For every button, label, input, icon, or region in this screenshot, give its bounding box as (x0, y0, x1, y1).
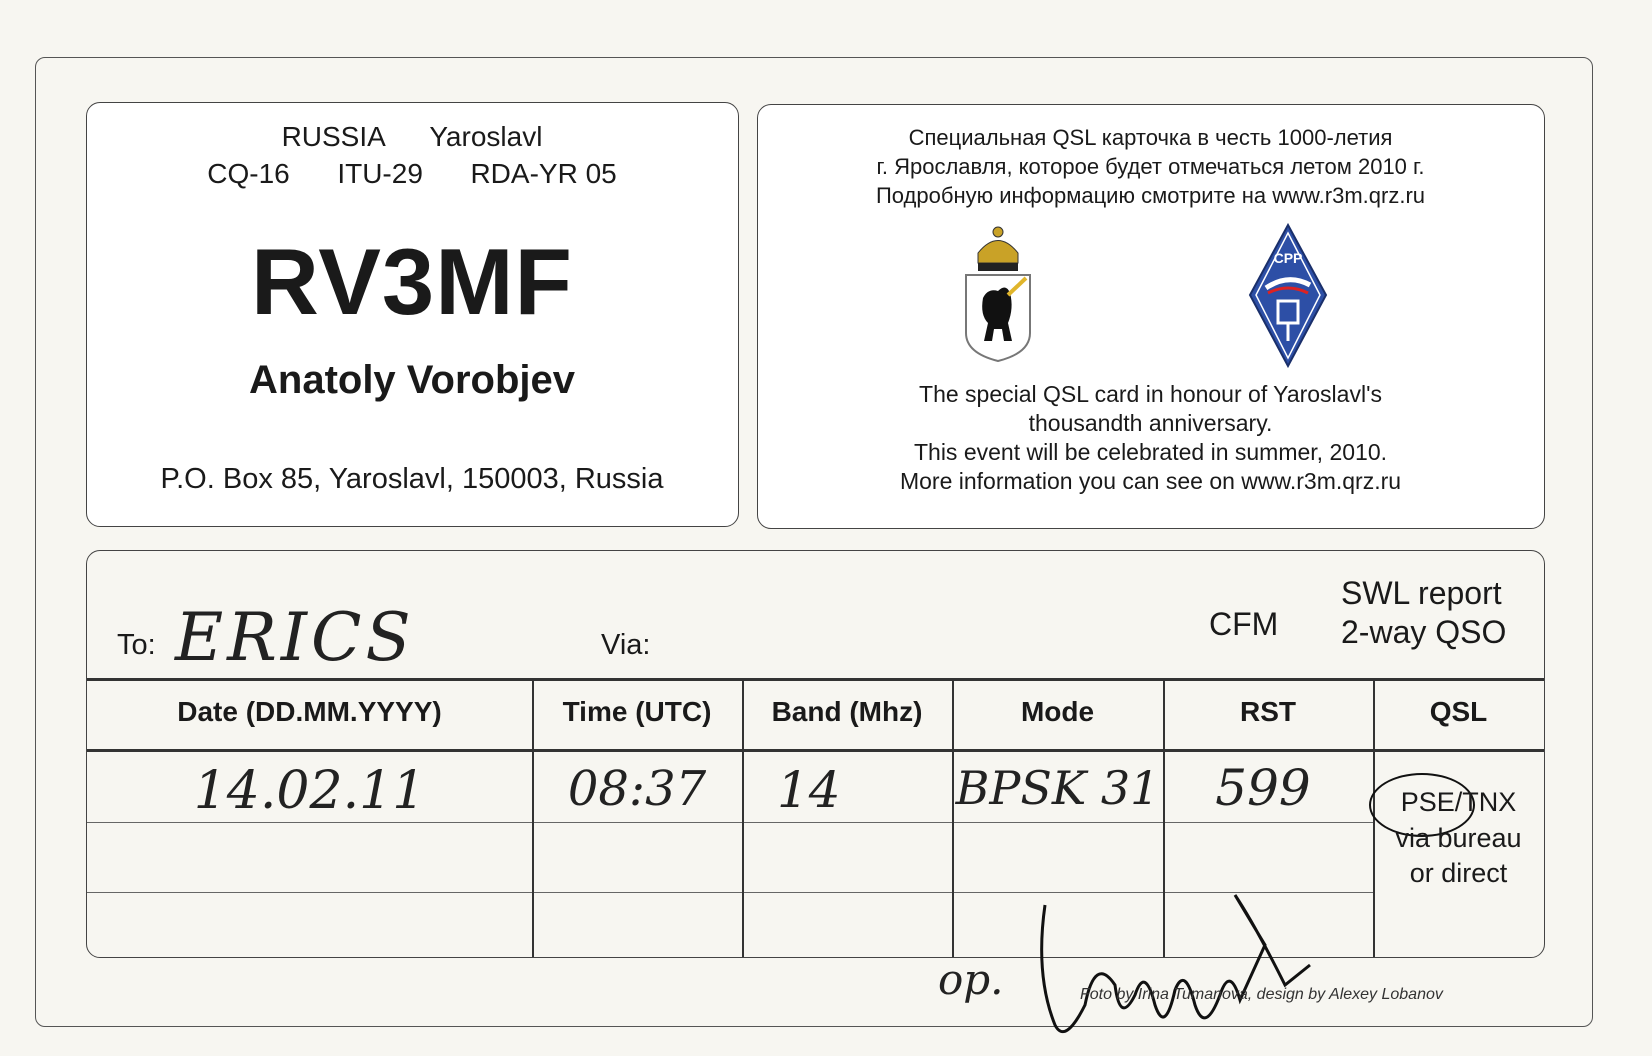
table-top-rule (87, 678, 1544, 681)
table-header-rule (87, 749, 1544, 752)
cell-band: 14 (777, 761, 841, 819)
en-text-line-4: More information you can see on www.r3m.qrz.ru (899, 468, 1402, 494)
en-text-line-3: This event will be celebrated in summer, 2010. (913, 439, 1388, 465)
col-header-date: Date (DD.MM.YYYY) (177, 696, 442, 727)
ru-text-line-2: г. Ярославля, которое будет отмечаться летом 2010 г. (876, 154, 1425, 179)
en-text-line-2: thousandth anniversary. (1028, 410, 1273, 436)
cell-time: 08:37 (567, 761, 707, 817)
ru-text-line-1: Специальная QSL карточка в честь 1000-летия (908, 125, 1393, 150)
col-header-qsl: QSL (1429, 696, 1488, 727)
operator-name: Anatoly Vorobjev (249, 358, 575, 402)
anniversary-info-box (757, 104, 1545, 529)
cell-rst: 599 (1215, 759, 1311, 817)
col-header-mode: Mode (1020, 696, 1095, 727)
op-label: op. (938, 955, 1004, 1004)
qsl-or-direct: or direct (1409, 858, 1508, 888)
col-header-rst: RST (1240, 696, 1296, 727)
table-row-rule-1 (87, 822, 1373, 823)
callsign: RV3MF (251, 229, 573, 334)
operator-signature (1025, 885, 1325, 1050)
crp-diamond-logo-icon (1248, 223, 1328, 368)
itu-zone: ITU-29 (337, 158, 423, 189)
to-value-handwritten: ERICS (175, 599, 415, 676)
two-way-qso-label: 2-way QSO (1341, 614, 1507, 650)
ru-text-line-3: Подробную информацию смотрите на www.r3m.qrz.ru (875, 183, 1426, 208)
design-credits: Foto by Irina Tumanova, design by Alexey Lobanov (1080, 986, 1443, 1003)
bear-coat-of-arms-icon (958, 223, 1038, 365)
country: RUSSIA (281, 121, 385, 152)
cell-date: 14.02.11 (193, 761, 426, 821)
city: Yaroslavl (429, 121, 543, 152)
location-line (87, 121, 737, 153)
en-text-line-1: The special QSL card in honour of Yaroslavl's (919, 381, 1382, 407)
col-header-band: Band (Mhz) (771, 696, 923, 727)
address: P.O. Box 85, Yaroslavl, 150003, Russia (160, 463, 664, 495)
cq-zone: CQ-16 (207, 158, 290, 189)
cell-mode: BPSK 31 (955, 761, 1160, 815)
rda: RDA-YR 05 (470, 158, 617, 189)
qsl-via-bureau: via bureau (1395, 823, 1522, 853)
to-label: To: (117, 629, 156, 661)
qso-details-box (86, 550, 1545, 958)
col-header-time: Time (UTC) (562, 696, 712, 727)
qsl-pse-tnx: PSE/TNX (1400, 787, 1517, 817)
via-label: Via: (601, 629, 651, 661)
zones-line (87, 158, 737, 190)
crp-logo-text: CPP (1273, 250, 1303, 266)
cfm-label: CFM (1209, 606, 1279, 642)
swl-report-label: SWL report (1341, 575, 1502, 611)
station-info-box (86, 102, 739, 527)
